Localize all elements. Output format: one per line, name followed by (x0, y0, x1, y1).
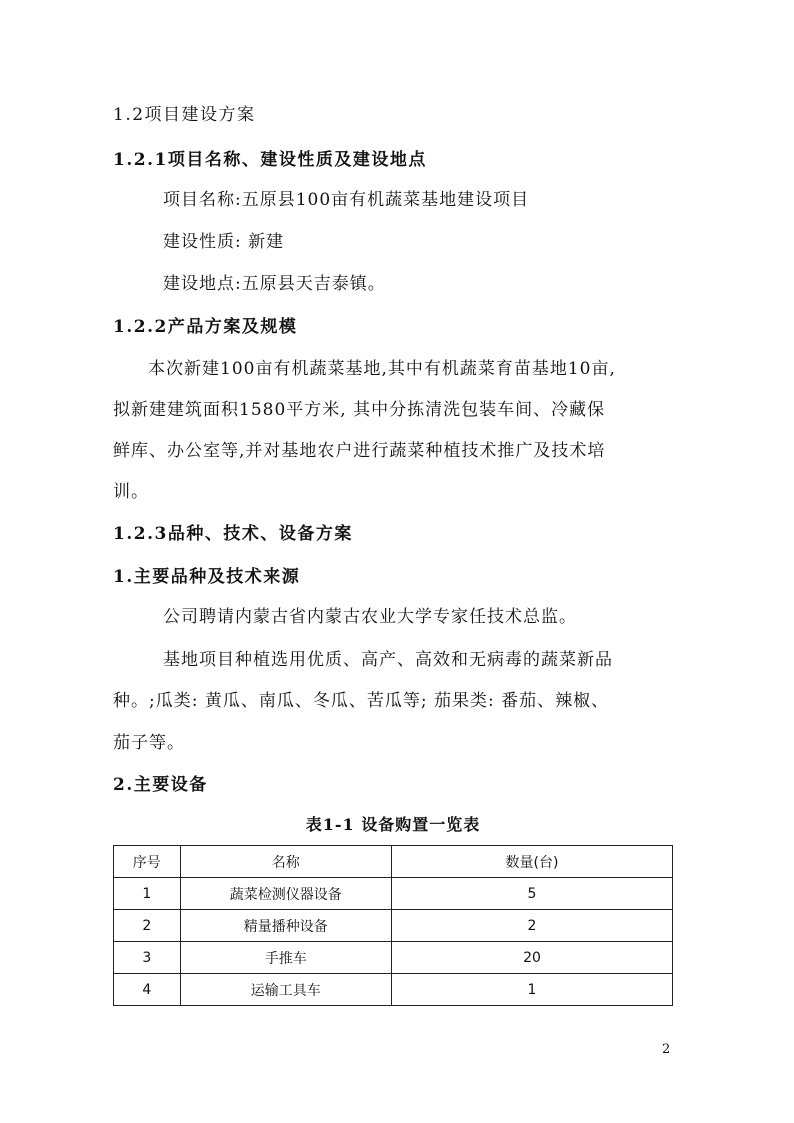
cell-qty: 20 (392, 942, 673, 974)
table-row (114, 942, 673, 974)
project-nature-line: 建设性质: 新建 (163, 232, 285, 252)
project-name-line: 项目名称:五原县100亩有机蔬菜基地建设项目 (163, 190, 530, 210)
cell-seq: 2 (114, 910, 181, 942)
subheading-main-equipment: 2.主要设备 (113, 775, 208, 795)
table-caption: 表1-1 设备购置一览表 (305, 815, 481, 834)
scale-paragraph-line-3: 鲜库、办公室等,并对基地农户进行蔬菜种植技术推广及技术培 (113, 441, 606, 461)
column-header-qty: 数量(台) (392, 846, 673, 878)
section-heading-1-2-1: 1.2.1项目名称、建设性质及建设地点 (113, 150, 427, 170)
section-heading-1-2-2: 1.2.2产品方案及规模 (113, 317, 298, 337)
scale-paragraph-line-4: 训。 (113, 482, 149, 502)
cell-name: 精量播种设备 (180, 910, 391, 942)
cell-name: 运输工具车 (180, 974, 391, 1006)
cell-qty: 5 (392, 878, 673, 910)
table-row (114, 878, 673, 910)
page-number: 2 (662, 1042, 671, 1057)
subheading-varieties-source: 1.主要品种及技术来源 (113, 567, 301, 587)
scale-paragraph-line-1: 本次新建100亩有机蔬菜基地,其中有机蔬菜育苗基地10亩, (148, 359, 616, 379)
column-header-name: 名称 (180, 846, 391, 878)
variety-paragraph-line-3: 茄子等。 (113, 733, 185, 753)
scale-paragraph-line-2: 拟新建建筑面积1580平方米, 其中分拣清洗包装车间、冷藏保 (113, 400, 606, 420)
cell-name: 蔬菜检测仪器设备 (180, 878, 391, 910)
source-paragraph-line-1: 公司聘请内蒙古省内蒙古农业大学专家任技术总监。 (163, 607, 577, 627)
table-header-row (114, 846, 673, 878)
cell-qty: 2 (392, 910, 673, 942)
table-row (114, 910, 673, 942)
equipment-table (113, 845, 673, 1006)
variety-paragraph-line-1: 基地项目种植选用优质、高产、高效和无病毒的蔬菜新品 (163, 650, 613, 670)
cell-seq: 3 (114, 942, 181, 974)
cell-seq: 1 (114, 878, 181, 910)
cell-qty: 1 (392, 974, 673, 1006)
section-heading-1-2-3: 1.2.3品种、技术、设备方案 (113, 524, 353, 544)
table-row (114, 974, 673, 1006)
cell-name: 手推车 (180, 942, 391, 974)
cell-seq: 4 (114, 974, 181, 1006)
variety-paragraph-line-2: 种。;瓜类: 黄瓜、南瓜、冬瓜、苦瓜等; 茄果类: 番茄、辣椒、 (113, 691, 610, 711)
project-location-line: 建设地点:五原县天吉泰镇。 (163, 274, 386, 294)
column-header-seq: 序号 (114, 846, 181, 878)
section-heading-1-2: 1.2项目建设方案 (113, 105, 256, 125)
